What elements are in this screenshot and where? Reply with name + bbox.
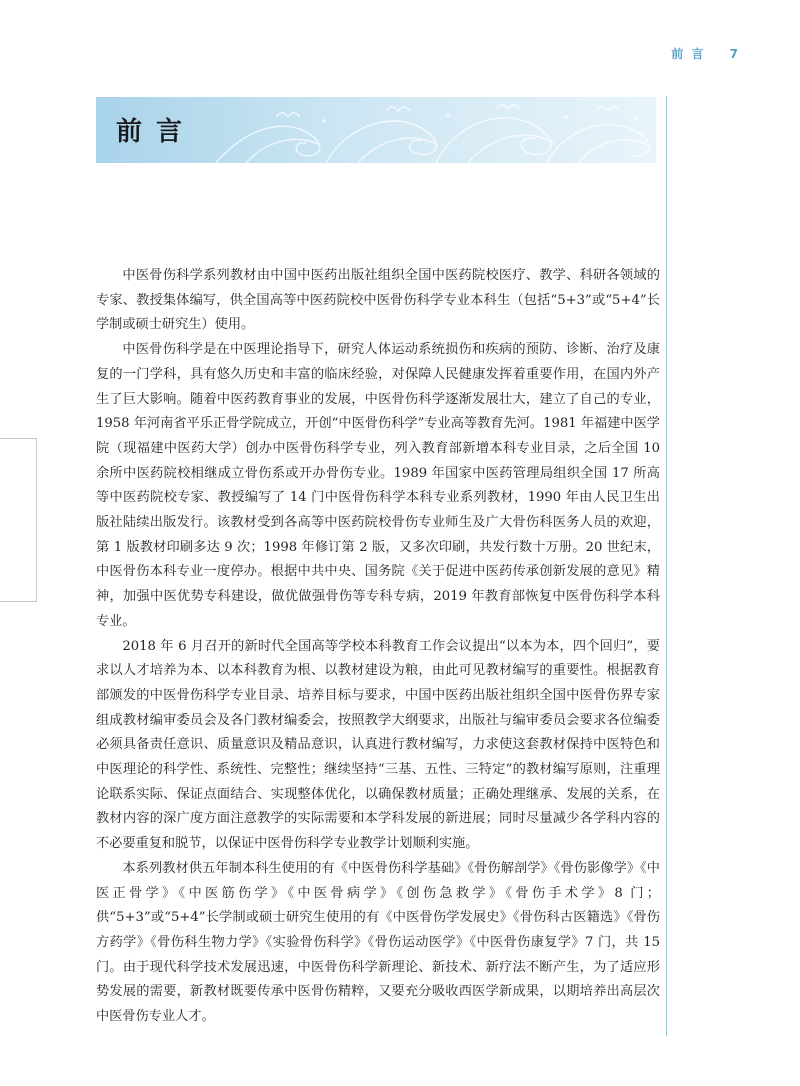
paragraph: 2018 年 6 月召开的新时代全国高等学校本科教育工作会议提出“以本为本，四个回归”，要求以人才培养为本、以本科教育为根、以教材建设为粮，由此可见教材编写的重要性。根据教育部颁发的中医骨伤科学专业目录、培养目标与要求，中国中医药出版社组织全国中医骨伤界专家组成教材编审委员会及各门教材编委会，按照教学大纲要求，出版社与编审委员会要求各位编委必须具备责任意识、质量意识及精品意识，认真进行教材编写，力求使这套教材保持中医特色和中医理论的科学性、系统性、完整性；继续坚持“三基、五性、三特定”的教材编写原则，注重理论联系实际、保证点面结合、实现整体优化，以确保教材质量；正确处理继承、发展的关系，在教材内容的深广度方面注意教学的实际需要和本学科发展的新进展；同时尽量减少各学科内容的不必要重复和脱节，以保证中医骨伤科学专业教学计划顺利实施。 xyxy=(96,638,660,852)
paragraph: 中医骨伤科学是在中医理论指导下，研究人体运动系统损伤和疾病的预防、诊断、治疗及康复的一门学科，具有悠久历史和丰富的临床经验，对保障人民健康发挥着重要作用，在国内外产生了巨大影响。随着中医药教育事业的发展，中医骨伤科学逐渐发展壮大，建立了自己的专业，1958 年河南省平乐正骨学院成立，开创“中医骨伤科学”专业高等教育先河。1981 年福建中医学院（现福建中医药大学）创办中医骨伤科学专业，列入教育部新增本科专业目录，之后全国 10 余所中医药院校相继成立骨伤系或开办骨伤专业。1989 年国家中医药管理局组织全国 17 所高等中医药院校专家、教授编写了 14 门中医骨伤科学本科专业系列教材，1990 年由人民卫生出版社陆续出版发行。该教材受到各高等中医药院校骨伤专业师生及广大骨伤科医务人员的欢迎，第 1 版教材印刷多达 9 次；1998 年修订第 2 版，又多次印刷，共发行数十万册。20 世纪末，中医骨伤本科专业一度停办。根据中共中央、国务院《关于促进中医药传承创新发展的意见》精神，加强中医优势专科建设，做优做强骨伤等专科专病，2019 年教育部恢复中医骨伤科学本科专业。 xyxy=(96,342,660,629)
page-number: 7 xyxy=(729,47,740,61)
running-head-title: 前 言 xyxy=(671,47,706,61)
running-head xyxy=(540,45,740,62)
chapter-banner xyxy=(96,97,656,163)
page-edge-rule xyxy=(666,96,667,1036)
paragraph: 中医骨伤科学系列教材由中国中医药出版社组织全国中医药院校医疗、教学、科研各领域的专家、教授集体编写，供全国高等中医药院校中医骨伤科学专业本科生（包括“5+3”或“5+4”长学制或硕士研究生）使用。 xyxy=(96,268,660,333)
body-text xyxy=(96,264,660,1030)
chapter-title: 前言 xyxy=(116,117,197,147)
thumb-tab xyxy=(0,438,37,602)
paragraph: 本系列教材供五年制本科生使用的有《中医骨伤科学基础》《骨伤解剖学》《骨伤影像学》《中医正骨学》《中医筋伤学》《中医骨病学》《创伤急救学》《骨伤手术学》8 门；供“5+3”或“5+4”长学制或硕士研究生使用的有《中医骨伤学发展史》《骨伤科古医籍选》《骨伤方药学》《骨伤科生物力学》《实验骨伤科学》《骨伤运动医学》《中医骨伤康复学》7 门，共 15 门。由于现代科学技术发展迅速，中医骨伤科学新理论、新技术、新疗法不断产生，为了适应形势发展的需要，新教材既要传承中医骨伤精粹，又要充分吸收西医学新成果，以期培养出高层次中医骨伤专业人才。 xyxy=(96,860,660,1025)
